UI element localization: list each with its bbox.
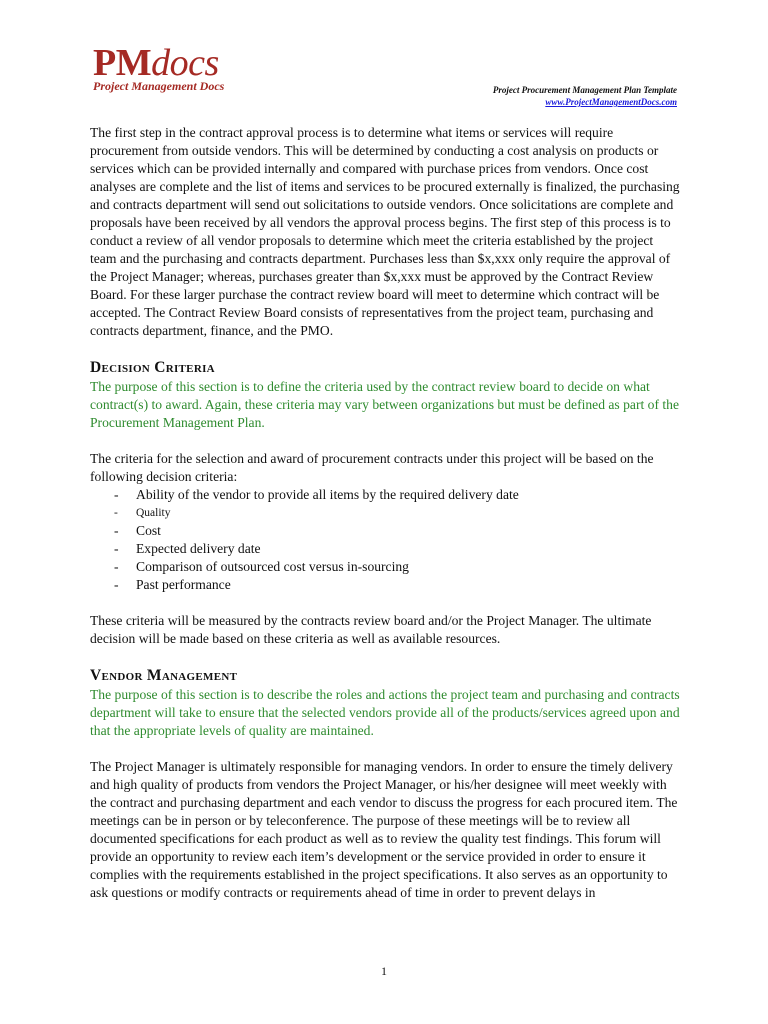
dash-bullet: - xyxy=(114,507,118,519)
website-link[interactable]: www.ProjectManagementDocs.com xyxy=(545,97,677,107)
document-body xyxy=(90,124,682,902)
decision-criteria-closing: These criteria will be measured by the contracts review board and/or the Project Manager. The ultimate decision will be made based on these criteria as well as available resources. xyxy=(90,613,652,646)
logo-pm: PM xyxy=(93,42,152,84)
vendor-management-guidance: The purpose of this section is to describe the roles and actions the project team and purchasing and contracts department will take to ensure that the selected vendors provide all of the products/services agreed upon and that the appropriate levels of quality are maintained. xyxy=(90,687,680,738)
dash-bullet: - xyxy=(114,559,119,574)
dash-bullet: - xyxy=(114,541,119,556)
dash-bullet: - xyxy=(114,487,119,502)
pmdocs-logo xyxy=(93,42,225,94)
logo-docs: docs xyxy=(151,42,219,84)
vendor-management-body: The Project Manager is ultimately responsible for managing vendors. In order to ensure the timely delivery and high quality of products from vendors the Project Manager, or his/her designee will meet weekly with the contract and purchasing department and each vendor to discuss the progress for each procured item. The meetings can be in person or by teleconference. The purpose of these meetings will be to review all documented specifications for each product as well as to review the quality test findings. This forum will provide an opportunity to review each item’s development or the service provided in order to ensure it complies with the requirements established in the project specifications. It also serves as an opportunity to ask questions or modify contracts or requirements ahead of time in order to prevent delays in xyxy=(90,759,678,900)
dash-bullet: - xyxy=(114,523,119,538)
list-item: - Comparison of outsourced cost versus in-sourcing xyxy=(114,559,409,574)
list-item: - Ability of the vendor to provide all items by the required delivery date xyxy=(114,487,519,502)
page-header xyxy=(493,84,677,109)
logo-wordmark xyxy=(93,42,224,84)
logo-tagline: Project Management Docs xyxy=(93,79,225,93)
decision-criteria-heading: Decision Criteria xyxy=(90,359,215,376)
list-item: - Expected delivery date xyxy=(114,541,261,556)
document-title: Project Procurement Management Plan Template xyxy=(492,85,677,95)
list-item: - Past performance xyxy=(114,577,231,592)
criteria-list xyxy=(90,486,682,594)
vendor-management-heading: Vendor Management xyxy=(90,667,238,684)
list-item: - Cost xyxy=(114,523,161,538)
dash-bullet: - xyxy=(114,577,119,592)
decision-criteria-guidance: The purpose of this section is to define the criteria used by the contract review board to decide on what contract(s) to award. Again, these criteria may vary between organizations but must be defined as part of the Procurement Management Plan. xyxy=(90,379,679,430)
decision-criteria-lead-in: The criteria for the selection and award of procurement contracts under this project will be based on the following decision criteria: xyxy=(90,451,654,484)
page-number: 1 xyxy=(381,964,387,978)
list-item: - Quality xyxy=(90,504,682,522)
intro-paragraph: The first step in the contract approval process is to determine what items or services will require procurement from outside vendors. This will be determined by conducting a cost analysis on products or services which can be provided internally and compared with purchase prices from vendors. Once cost analyses are complete and the list of items and services to be procured externally is finalized, the purchasing and contracts department will send out solicitations to outside vendors. Once solicitations are complete and proposals have been received by all vendors the approval process begins. The first step of this process is to conduct a review of all vendor proposals to determine which meet the criteria established by the project team and the purchasing and contracts department. Purchases less than $x,xxx only require the approval of the Project Manager; whereas, purchases greater than $x,xxx must be approved by the Contract Review Board. For these larger purchase the contract review board will meet to determine which contract will be accepted. The Contract Review Board consists of representatives from the project team, purchasing and contracts department, finance, and the PMO. xyxy=(90,125,680,338)
